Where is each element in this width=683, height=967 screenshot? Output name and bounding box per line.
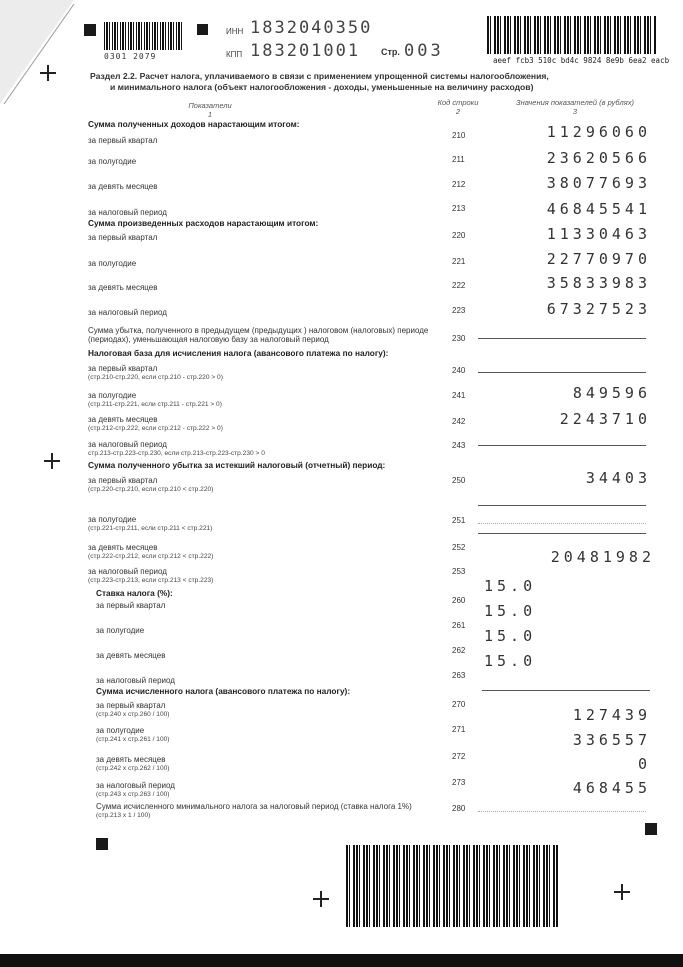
group-expenses: Сумма произведенных расходов нарастающим итогом:: [88, 218, 319, 228]
row-273-value: 468455: [572, 779, 651, 797]
scan-edge: [0, 954, 683, 967]
hash-code: aeef fcb3 510c bd4c 9824 8e9b 6ea2 eacb: [493, 56, 670, 65]
row-210-label: за первый квартал: [88, 136, 158, 145]
registration-cross: [44, 453, 60, 469]
column-header-code: Код строки 2: [437, 98, 479, 116]
row-263-label: за налоговый период: [96, 676, 175, 685]
row-252-value: 20481982: [550, 548, 655, 566]
row-230-label: Сумма убытка, полученного в предыдущем (предыдущих ) налоговом (налоговых) периоде (периодах), уменьшающая налоговую базу за налоговый период: [88, 326, 429, 344]
row-242-value: 2243710: [559, 410, 651, 428]
separator-line: [482, 690, 650, 691]
row-251-empty: [478, 522, 646, 524]
row-262-code: 262: [452, 646, 466, 655]
row-243-empty: [478, 445, 646, 446]
column-header-values: Значения показателей (в рублях) 3: [516, 98, 634, 116]
row-213-label: за налоговый период: [88, 208, 167, 217]
group-income: Сумма полученных доходов нарастающим итогом:: [88, 119, 300, 129]
separator-line: [478, 505, 646, 506]
registration-cross: [40, 65, 56, 81]
row-230-empty: [478, 338, 646, 339]
row-210-value: 11296060: [546, 123, 651, 141]
row-263-code: 263: [452, 671, 466, 680]
row-210-code: 210: [452, 131, 466, 140]
section-title-line-2: и минимального налога (объект налогообложения - доходы, уменьшенные на величину расходов): [110, 82, 534, 92]
group-tax-base: Налоговая база для исчисления налога (авансового платежа по налогу):: [88, 348, 389, 358]
registration-cross: [313, 891, 329, 907]
row-253-label: за налоговый период (стр.223-стр.213, если стр.213 < стр.223): [88, 567, 214, 584]
row-250-label: за первый квартал (стр.220-стр.210, если стр.210 < стр.220): [88, 476, 214, 493]
row-222-value: 35833983: [546, 274, 651, 292]
row-223-label: за налоговый период: [88, 308, 167, 317]
row-241-label: за полугодие (стр.211-стр.221, если стр.211 - стр.221 > 0): [88, 391, 222, 408]
row-271-code: 271: [452, 725, 466, 734]
group-tax-sum: Сумма исчисленного налога (авансового платежа по налогу):: [96, 686, 351, 696]
inn-label: ИНН: [226, 27, 244, 36]
row-241-code: 241: [452, 391, 466, 400]
registration-cross: [614, 884, 630, 900]
row-272-value: 0: [637, 755, 651, 773]
row-213-value: 46845541: [546, 200, 651, 218]
row-261-code: 261: [452, 621, 466, 630]
row-252-label: за девять месяцев (стр.222-стр.212, если стр.212 < стр.222): [88, 543, 214, 560]
corner-marker-bottom-right: [645, 823, 657, 835]
folded-corner: [0, 0, 80, 110]
corner-marker-top-mid: [197, 24, 208, 35]
row-260-value: 15.0: [484, 577, 537, 595]
row-252-code: 252: [452, 543, 466, 552]
row-221-value: 22770970: [546, 250, 651, 268]
group-loss: Сумма полученного убытка за истекший налоговый (отчетный) период:: [88, 460, 386, 470]
row-220-value: 11330463: [546, 225, 651, 243]
section-title-line-1: Раздел 2.2. Расчет налога, уплачиваемого в связи с применением упрощенной системы налогообложения,: [90, 71, 549, 81]
row-272-label: за девять месяцев (стр.242 x стр.262 / 100): [96, 755, 170, 772]
row-211-label: за полугодие: [88, 157, 137, 166]
row-240-label: за первый квартал (стр.210-стр.220, если стр.210 - стр.220 > 0): [88, 364, 223, 381]
group-rate: Ставка налога (%):: [96, 588, 173, 598]
row-240-empty: [478, 372, 646, 373]
barcode-number: 0301 2079: [104, 52, 157, 61]
kpp-value: 183201001: [250, 41, 361, 61]
row-221-code: 221: [452, 257, 466, 266]
row-220-label: за первый квартал: [88, 233, 158, 242]
row-242-code: 242: [452, 417, 466, 426]
section-title: [90, 71, 650, 93]
row-271-label: за полугодие (стр.241 x стр.261 / 100): [96, 726, 170, 743]
page-number: 003: [404, 41, 444, 61]
row-230-code: 230: [452, 334, 466, 343]
row-260-label: за первый квартал: [96, 601, 166, 610]
row-213-code: 213: [452, 204, 466, 213]
barcode: [104, 22, 184, 50]
row-253-code: 253: [452, 567, 466, 576]
row-243-label: за налоговый период стр.213-стр.223-стр.230, если стр.213-стр.223-стр.230 > 0: [88, 440, 265, 457]
separator-line: [478, 533, 646, 534]
row-221-label: за полугодие: [88, 259, 137, 268]
corner-marker-top-left: [84, 24, 96, 36]
corner-marker-bottom-left: [96, 838, 108, 850]
row-212-value: 38077693: [546, 174, 651, 192]
page-label: Стр.: [381, 47, 400, 57]
row-272-code: 272: [452, 752, 466, 761]
2d-barcode-header: [487, 16, 657, 54]
inn-value: 1832040350: [250, 18, 373, 38]
row-211-code: 211: [452, 155, 465, 164]
row-222-label: за девять месяцев: [88, 283, 158, 292]
row-262-value: 15.0: [484, 627, 537, 645]
row-242-label: за девять месяцев (стр.212-стр.222, если стр.212 - стр.222 > 0): [88, 415, 223, 432]
row-280-empty: [478, 810, 646, 812]
row-261-label: за полугодие: [96, 626, 145, 635]
row-240-code: 240: [452, 366, 466, 375]
row-211-value: 23620566: [546, 149, 651, 167]
row-260-code: 260: [452, 596, 466, 605]
row-250-value: 34403: [585, 469, 651, 487]
row-212-label: за девять месяцев: [88, 182, 158, 191]
row-263-value: 15.0: [484, 652, 537, 670]
row-250-code: 250: [452, 476, 466, 485]
row-223-code: 223: [452, 306, 466, 315]
row-262-label: за девять месяцев: [96, 651, 166, 660]
row-251-code: 251: [452, 516, 466, 525]
row-243-code: 243: [452, 441, 466, 450]
row-241-value: 849596: [572, 384, 651, 402]
row-270-value: 127439: [572, 706, 651, 724]
kpp-label: КПП: [226, 50, 243, 59]
row-220-code: 220: [452, 231, 466, 240]
row-270-label: за первый квартал (стр.240 x стр.260 / 100): [96, 701, 170, 718]
2d-barcode-footer: [346, 845, 558, 927]
row-261-value: 15.0: [484, 602, 537, 620]
row-270-code: 270: [452, 700, 466, 709]
row-280-label: Сумма исчисленного минимального налога за налоговый период (ставка налога 1%) (стр.213 x 1 / 100): [96, 802, 412, 819]
row-212-code: 212: [452, 180, 466, 189]
row-271-value: 336557: [572, 731, 651, 749]
row-273-label: за налоговый период (стр.243 x стр.263 / 100): [96, 781, 175, 798]
column-header-indicators: Показатели 1: [188, 101, 232, 119]
row-273-code: 273: [452, 778, 466, 787]
row-251-label: за полугодие (стр.221-стр.211, если стр.211 < стр.221): [88, 515, 213, 532]
row-223-value: 67327523: [546, 300, 651, 318]
row-280-code: 280: [452, 804, 466, 813]
row-222-code: 222: [452, 281, 466, 290]
